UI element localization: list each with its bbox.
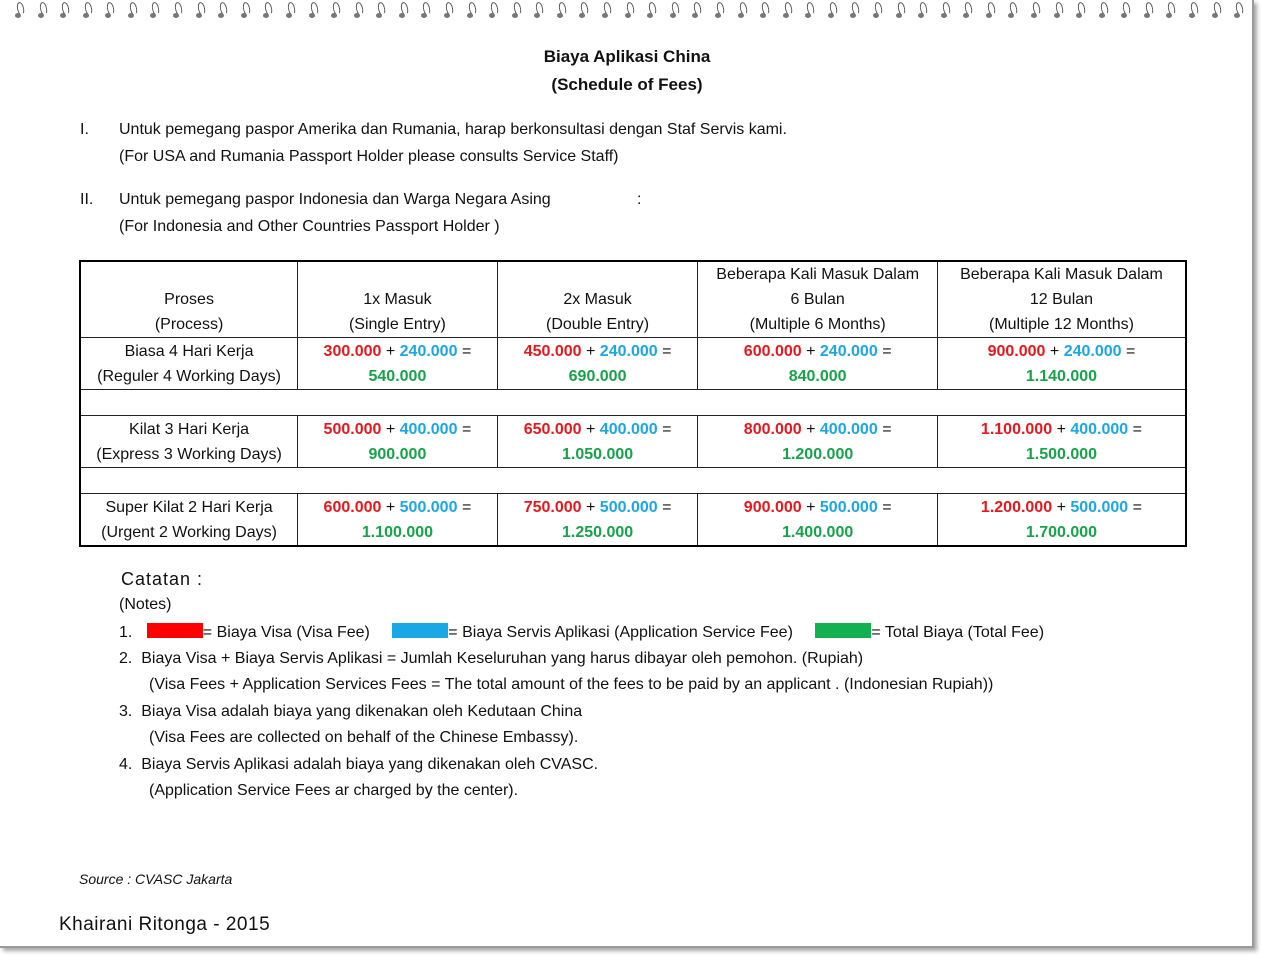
section-1-text: Untuk pemegang paspor Amerika dan Rumania, harap berkonsultasi dengan Staf Servis kami.	[119, 121, 787, 138]
fee-cell: 750.000 + 500.000 = 1.250.000	[497, 494, 698, 547]
binder-rings	[14, 2, 1244, 22]
binder-ring-icon	[737, 2, 747, 18]
row-process-name: Kilat 3 Hari Kerja (Express 3 Working Days)	[80, 416, 298, 468]
binder-ring-icon	[1007, 2, 1017, 18]
note-2-sub: (Visa Fees + Application Services Fees = The total amount of the fees to be paid by an applicant . (Indonesian Rupiah))	[149, 676, 994, 693]
binder-ring-icon	[127, 2, 137, 18]
table-spacer-row	[80, 390, 1186, 416]
binder-ring-icon	[1053, 2, 1063, 18]
header-single-entry: 1x Masuk (Single Entry)	[298, 261, 498, 338]
binder-ring-icon	[940, 2, 950, 18]
binder-ring-icon	[353, 2, 363, 18]
fee-cell: 800.000 + 400.000 = 1.200.000	[698, 416, 938, 468]
fee-cell: 900.000 + 240.000 = 1.140.000	[937, 338, 1186, 390]
fee-cell: 1.100.000 + 400.000 = 1.500.000	[937, 416, 1186, 468]
section-2-colon: :	[637, 191, 642, 208]
table-header-row	[80, 261, 1186, 338]
binder-ring-icon	[782, 2, 792, 18]
binder-ring-icon	[1075, 2, 1085, 18]
binder-ring-icon	[1120, 2, 1130, 18]
fee-cell: 650.000 + 400.000 = 1.050.000	[497, 416, 698, 468]
binder-ring-icon	[669, 2, 679, 18]
binder-ring-icon	[691, 2, 701, 18]
binder-ring-icon	[1143, 2, 1153, 18]
total-fee-swatch	[815, 623, 871, 638]
binder-ring-icon	[849, 2, 859, 18]
note-4: 4. Biaya Servis Aplikasi adalah biaya yang dikenakan oleh CVASC.	[119, 756, 599, 773]
binder-ring-icon	[578, 2, 588, 18]
binder-ring-icon	[759, 2, 769, 18]
binder-ring-icon	[511, 2, 521, 18]
binder-ring-icon	[1030, 2, 1040, 18]
visa-fee-swatch	[147, 623, 203, 638]
table-row	[80, 416, 1186, 468]
binder-ring-icon	[714, 2, 724, 18]
table-row	[80, 494, 1186, 547]
binder-ring-icon	[985, 2, 995, 18]
author-signature: Khairani Ritonga - 2015	[59, 914, 271, 935]
notes-title: Catatan :	[121, 569, 204, 589]
fee-cell: 300.000 + 240.000 = 540.000	[298, 338, 498, 390]
binder-ring-icon	[398, 2, 408, 18]
binder-ring-icon	[601, 2, 611, 18]
section-1-number: I.	[80, 121, 89, 138]
binder-ring-icon	[917, 2, 927, 18]
fee-cell: 1.200.000 + 500.000 = 1.700.000	[937, 494, 1186, 547]
binder-ring-icon	[1165, 2, 1175, 18]
binder-ring-icon	[104, 2, 114, 18]
binder-ring-icon	[149, 2, 159, 18]
row-process-name: Biasa 4 Hari Kerja (Reguler 4 Working Days)	[80, 338, 298, 390]
fee-cell: 600.000 + 240.000 = 840.000	[698, 338, 938, 390]
binder-ring-icon	[240, 2, 250, 18]
fee-cell: 450.000 + 240.000 = 690.000	[497, 338, 698, 390]
binder-ring-icon	[195, 2, 205, 18]
header-multiple-12-months: Beberapa Kali Masuk Dalam 12 Bulan (Multiple 12 Months)	[937, 261, 1186, 338]
section-2-text: Untuk pemegang paspor Indonesia dan Warga Negara Asing	[119, 191, 551, 208]
binder-ring-icon	[646, 2, 656, 18]
note-1	[119, 623, 1044, 642]
section-2-subtext: (For Indonesia and Other Countries Passport Holder )	[119, 218, 500, 235]
table-spacer-row	[80, 468, 1186, 494]
fee-cell: 500.000 + 400.000 = 900.000	[298, 416, 498, 468]
binder-ring-icon	[82, 2, 92, 18]
binder-ring-icon	[533, 2, 543, 18]
notes-subtitle: (Notes)	[119, 596, 172, 613]
binder-ring-icon	[443, 2, 453, 18]
binder-ring-icon	[488, 2, 498, 18]
note-number: 1.	[119, 624, 133, 641]
binder-ring-icon	[14, 2, 24, 18]
binder-ring-icon	[872, 2, 882, 18]
binder-ring-icon	[37, 2, 47, 18]
binder-ring-icon	[217, 2, 227, 18]
row-process-name: Super Kilat 2 Hari Kerja (Urgent 2 Working Days)	[80, 494, 298, 547]
header-double-entry: 2x Masuk (Double Entry)	[497, 261, 698, 338]
binder-ring-icon	[624, 2, 634, 18]
binder-ring-icon	[1098, 2, 1108, 18]
fee-table	[79, 260, 1187, 547]
note-3-sub: (Visa Fees are collected on behalf of the Chinese Embassy).	[149, 729, 579, 746]
fee-cell: 900.000 + 500.000 = 1.400.000	[698, 494, 938, 547]
binder-ring-icon	[330, 2, 340, 18]
service-fee-legend: = Biaya Servis Aplikasi (Application Service Fee)	[448, 624, 793, 641]
binder-ring-icon	[1211, 2, 1221, 18]
note-4-sub: (Application Service Fees ar charged by the center).	[149, 782, 519, 799]
binder-ring-icon	[804, 2, 814, 18]
binder-ring-icon	[59, 2, 69, 18]
binder-ring-icon	[827, 2, 837, 18]
page-subtitle: (Schedule of Fees)	[551, 75, 703, 94]
binder-ring-icon	[962, 2, 972, 18]
binder-ring-icon	[262, 2, 272, 18]
fee-cell: 600.000 + 500.000 = 1.100.000	[298, 494, 498, 547]
header-process: Proses (Process)	[80, 261, 298, 338]
service-fee-swatch	[392, 623, 448, 638]
total-fee-legend: = Total Biaya (Total Fee)	[871, 624, 1045, 641]
binder-ring-icon	[308, 2, 318, 18]
source-credit: Source : CVASC Jakarta	[79, 871, 233, 887]
page-title: Biaya Aplikasi China	[543, 47, 711, 66]
note-3: 3. Biaya Visa adalah biaya yang dikenakan oleh Kedutaan China	[119, 703, 583, 720]
binder-ring-icon	[420, 2, 430, 18]
binder-ring-icon	[556, 2, 566, 18]
binder-ring-icon	[172, 2, 182, 18]
note-2: 2. Biaya Visa + Biaya Servis Aplikasi = Jumlah Keseluruhan yang harus dibayar oleh pemohon. (Rupiah)	[119, 650, 864, 667]
header-multiple-6-months: Beberapa Kali Masuk Dalam 6 Bulan (Multiple 6 Months)	[698, 261, 938, 338]
binder-ring-icon	[895, 2, 905, 18]
visa-fee-legend: = Biaya Visa (Visa Fee)	[202, 624, 370, 641]
binder-ring-icon	[1233, 2, 1243, 18]
binder-ring-icon	[466, 2, 476, 18]
binder-ring-icon	[375, 2, 385, 18]
table-row	[80, 338, 1186, 390]
section-1-subtext: (For USA and Rumania Passport Holder please consults Service Staff)	[119, 148, 619, 165]
binder-ring-icon	[1188, 2, 1198, 18]
binder-ring-icon	[285, 2, 295, 18]
section-2-number: II.	[80, 191, 94, 208]
